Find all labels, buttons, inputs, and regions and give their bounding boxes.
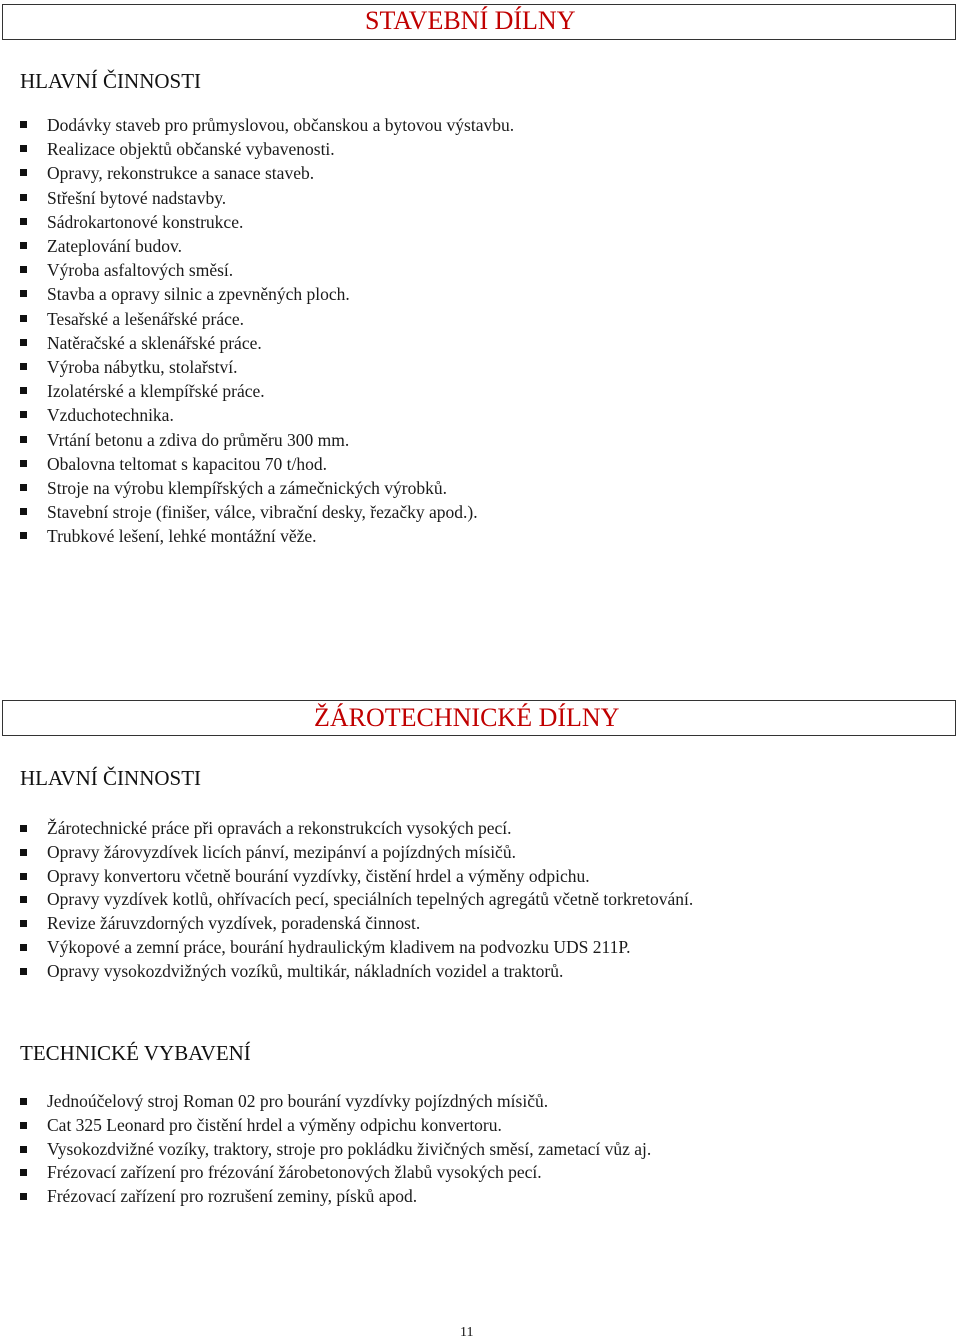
square-bullet-icon: [20, 145, 27, 152]
square-bullet-icon: [20, 1169, 27, 1176]
list-item-text: Obalovna teltomat s kapacitou 70 t/hod.: [47, 453, 327, 474]
square-bullet-icon: [20, 436, 27, 443]
list-item-text: Opravy žárovyzdívek licích pánví, mezipánví a pojízdných mísičů.: [47, 841, 516, 862]
list-item: [20, 331, 514, 355]
list-item: [20, 912, 693, 936]
list-item-text: Jednoúčelový stroj Roman 02 pro bourání vyzdívky pojízdných mísičů.: [47, 1091, 549, 1111]
list-item-text: Dodávky staveb pro průmyslovou, občanskou a bytovou výstavbu.: [47, 115, 515, 135]
list-item: [20, 865, 693, 889]
list-item: [20, 258, 514, 282]
list-item-text: Stroje na výrobu klempířských a zámečnických výrobků.: [47, 478, 447, 499]
list-item: [20, 186, 514, 210]
square-bullet-icon: [20, 460, 27, 467]
list-item: [20, 113, 514, 137]
list-item: [20, 1114, 651, 1138]
list-item-text: Stavba a opravy silnic a zpevněných ploch.: [47, 284, 350, 305]
list-item: [20, 476, 514, 500]
list-item-text: Vrtání betonu a zdiva do průměru 300 mm.: [47, 429, 350, 450]
list-item: [20, 282, 514, 306]
square-bullet-icon: [20, 1146, 27, 1153]
list-item-text: Vzduchotechnika.: [47, 405, 174, 426]
list-item: [20, 817, 693, 841]
list-item-text: Frézovací zařízení pro rozrušení zeminy, písků apod.: [47, 1186, 418, 1207]
list-item: [20, 210, 514, 234]
square-bullet-icon: [20, 825, 27, 832]
square-bullet-icon: [20, 339, 27, 346]
page-number: 11: [460, 1325, 474, 1340]
list-item: [20, 137, 514, 161]
square-bullet-icon: [20, 968, 27, 975]
section-title-stavebni: STAVEBNÍ DÍLNY: [365, 6, 576, 35]
list-item-text: Cat 325 Leonard pro čistění hrdel a výměny odpichu konvertoru.: [47, 1114, 502, 1135]
square-bullet-icon: [20, 218, 27, 225]
square-bullet-icon: [20, 315, 27, 322]
list-item: [20, 307, 514, 331]
list-item-text: Sádrokartonové konstrukce.: [47, 211, 244, 232]
square-bullet-icon: [20, 1122, 27, 1129]
list-item: [20, 452, 514, 476]
square-bullet-icon: [20, 873, 27, 880]
list-item-text: Realizace objektů občanské vybavenosti.: [47, 139, 335, 160]
list-item: [20, 161, 514, 185]
list-item: [20, 379, 514, 403]
activities-list-stavebni: [20, 113, 514, 549]
square-bullet-icon: [20, 242, 27, 249]
square-bullet-icon: [20, 387, 27, 394]
list-item: [20, 1185, 651, 1209]
square-bullet-icon: [20, 290, 27, 297]
list-item-text: Natěračské a sklenářské práce.: [47, 332, 262, 353]
section-title-zarotechnicke: ŽÁROTECHNICKÉ DÍLNY: [314, 703, 620, 732]
list-item-text: Frézovací zařízení pro frézování žárobetonových žlabů vysokých pecí.: [47, 1162, 542, 1183]
list-item-text: Výroba nábytku, stolařství.: [47, 357, 238, 378]
square-bullet-icon: [20, 484, 27, 491]
list-item: [20, 841, 693, 865]
square-bullet-icon: [20, 363, 27, 370]
list-item-text: Tesařské a lešenářské práce.: [47, 308, 244, 329]
list-item-text: Revize žáruvzdorných vyzdívek, poradenská činnost.: [47, 913, 421, 934]
square-bullet-icon: [20, 944, 27, 951]
square-bullet-icon: [20, 194, 27, 201]
square-bullet-icon: [20, 1098, 27, 1105]
list-item: [20, 403, 514, 427]
list-item-text: Vysokozdvižné vozíky, traktory, stroje pro pokládku živičných směsí, zametací vůz aj.: [47, 1138, 652, 1159]
square-bullet-icon: [20, 121, 27, 128]
list-item-text: Opravy vyzdívek kotlů, ohřívacích pecí, speciálních tepelných agregátů včetně torkretování.: [47, 889, 694, 910]
list-item: [20, 355, 514, 379]
list-item-text: Opravy konvertoru včetně bourání vyzdívky, čistění hrdel a výměny odpichu.: [47, 865, 590, 886]
list-item: [20, 1090, 651, 1114]
list-item: [20, 1138, 651, 1162]
list-item: [20, 428, 514, 452]
list-item: [20, 960, 693, 984]
heading-technicke-vybaveni: TECHNICKÉ VYBAVENÍ: [20, 1041, 251, 1065]
list-item-text: Stavební stroje (finišer, válce, vibrační desky, řezačky apod.).: [47, 502, 478, 523]
heading-hlavni-cinnosti-2: HLAVNÍ ČINNOSTI: [20, 766, 202, 790]
list-item: [20, 500, 514, 524]
list-item: [20, 888, 693, 912]
heading-hlavni-cinnosti-1: HLAVNÍ ČINNOSTI: [20, 69, 202, 93]
list-item-text: Výroba asfaltových směsí.: [47, 260, 234, 281]
square-bullet-icon: [20, 169, 27, 176]
list-item-text: Žárotechnické práce při opravách a rekonstrukcích vysokých pecí.: [47, 818, 512, 838]
list-item-text: Výkopové a zemní práce, bourání hydraulickým kladivem na podvozku UDS 211P.: [47, 936, 631, 957]
list-item-text: Trubkové lešení, lehké montážní věže.: [47, 526, 317, 547]
square-bullet-icon: [20, 266, 27, 273]
list-item-text: Zateplování budov.: [47, 236, 182, 257]
square-bullet-icon: [20, 532, 27, 539]
list-item: [20, 936, 693, 960]
square-bullet-icon: [20, 1193, 27, 1200]
activities-list-zarotechnicke: [20, 817, 693, 984]
square-bullet-icon: [20, 896, 27, 903]
list-item: [20, 524, 514, 548]
square-bullet-icon: [20, 920, 27, 927]
square-bullet-icon: [20, 411, 27, 418]
list-item-text: Izolatérské a klempířské práce.: [47, 381, 265, 402]
square-bullet-icon: [20, 508, 27, 515]
list-item: [20, 234, 514, 258]
list-item-text: Opravy vysokozdvižných vozíků, multikár, nákladních vozidel a traktorů.: [47, 960, 564, 981]
list-item: [20, 1161, 651, 1185]
list-item-text: Střešní bytové nadstavby.: [47, 187, 227, 208]
list-item-text: Opravy, rekonstrukce a sanace staveb.: [47, 163, 315, 184]
square-bullet-icon: [20, 849, 27, 856]
equipment-list: [20, 1090, 651, 1209]
